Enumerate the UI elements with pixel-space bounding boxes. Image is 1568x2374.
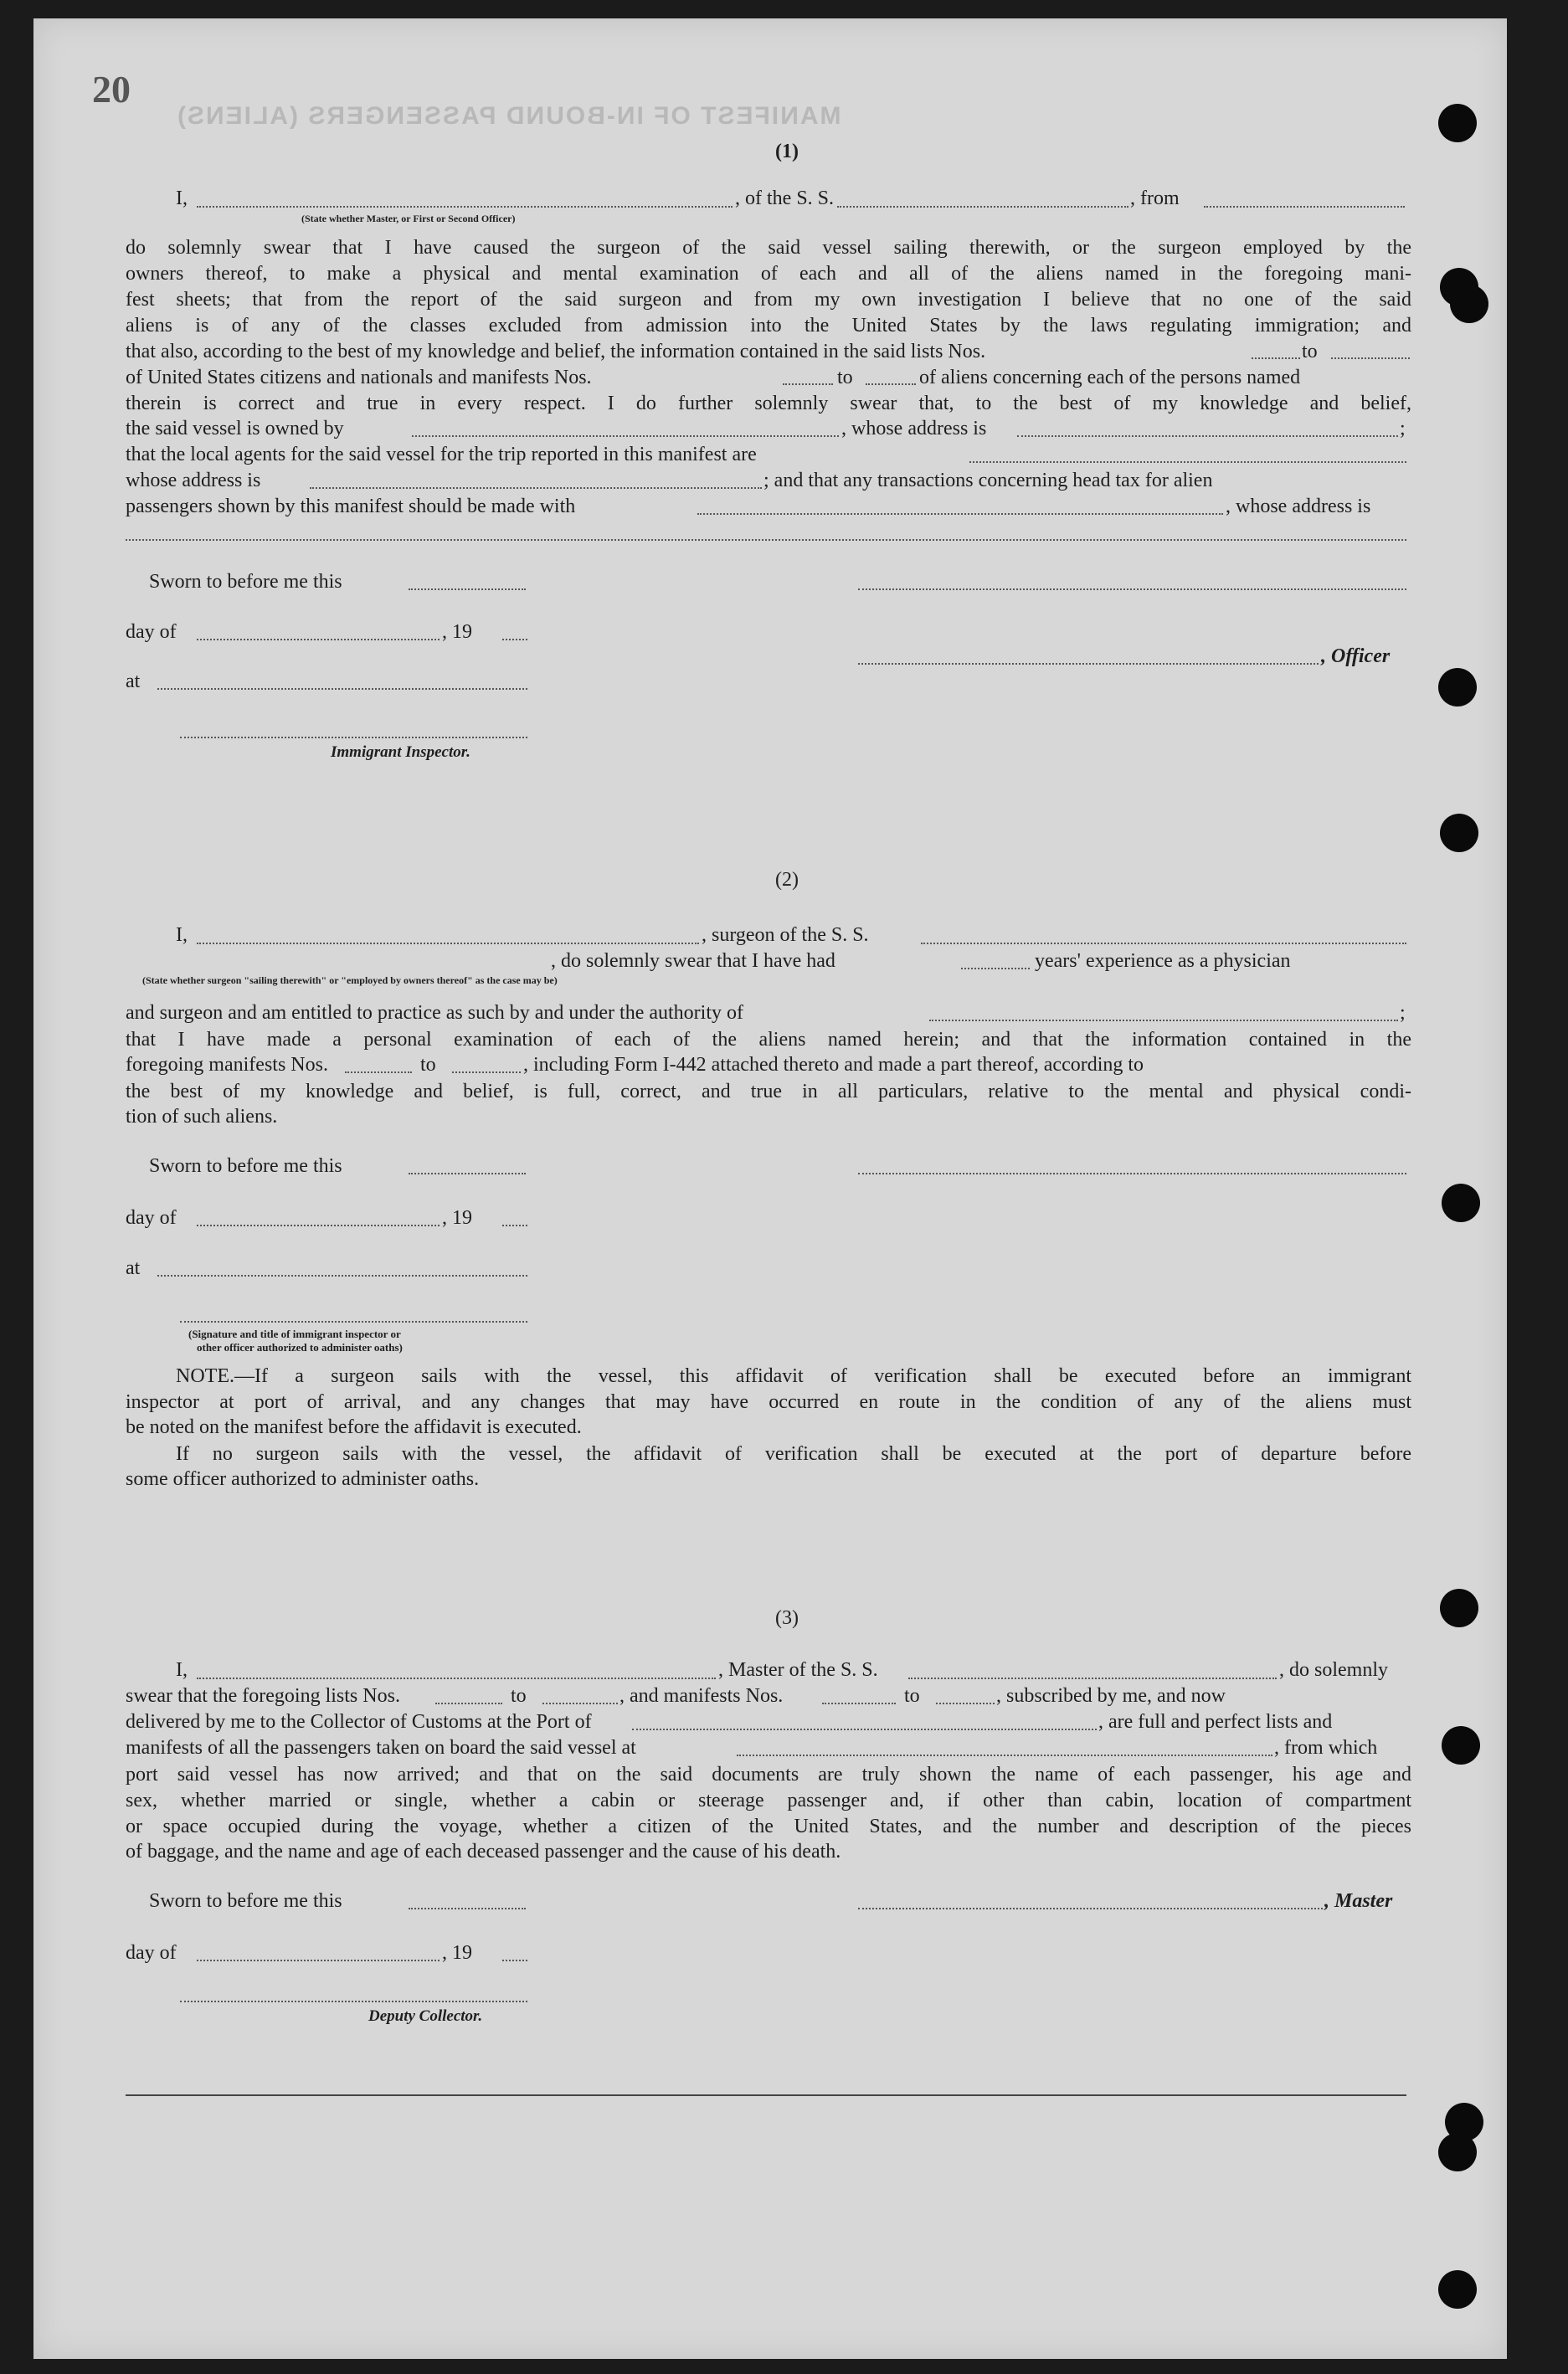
head-tax-blank[interactable] [697, 513, 1223, 515]
manifests-from-blank[interactable] [783, 383, 833, 385]
oath-line: of aliens concerning each of the persons named [919, 367, 1301, 388]
officer-signature-line[interactable] [180, 1321, 527, 1323]
semicolon: ; [1400, 418, 1406, 439]
oath-line: do solemnly swear that I have caused the surgeon of the said vessel sailing therewith, or the surgeon employed by the [126, 237, 1411, 259]
surgeon-of-ss-label: , surgeon of the S. S. [702, 924, 869, 946]
punch-hole [1438, 2133, 1477, 2171]
at-label: at [126, 1257, 141, 1279]
at-label: at [126, 671, 141, 692]
oath-line: , and manifests Nos. [619, 1685, 784, 1707]
agents-address-label: whose address is [126, 470, 261, 491]
manifests-from-blank[interactable] [822, 1703, 896, 1704]
punch-hole [1438, 2270, 1477, 2309]
day-of-label: day of [126, 621, 177, 643]
lists-from-blank[interactable] [435, 1703, 502, 1704]
to-label: to [904, 1685, 920, 1707]
signature-note: (Signature and title of immigrant inspector or [188, 1328, 401, 1340]
manifest-back-page [33, 18, 1507, 2359]
manifests-to-blank[interactable] [452, 1071, 521, 1073]
bottom-rule [126, 2094, 1406, 2096]
master-ship-blank[interactable] [908, 1678, 1277, 1679]
immigrant-inspector-label: Immigrant Inspector. [331, 743, 470, 761]
owner-blank[interactable] [412, 435, 839, 437]
embark-port-blank[interactable] [737, 1755, 1272, 1756]
owner-address-blank[interactable] [1017, 435, 1398, 437]
master-label: , Master [1324, 1890, 1393, 1912]
master-of-ss-label: , Master of the S. S. [718, 1659, 878, 1681]
owner-address-label: , whose address is [841, 418, 987, 439]
punch-hole [1442, 1726, 1480, 1765]
from-port-blank[interactable] [1204, 206, 1405, 208]
manifests-from-blank[interactable] [345, 1071, 412, 1073]
oath-line: that also, according to the best of my knowledge and belief, the information contained in the said lists Nos. [126, 341, 986, 362]
section-number: (1) [775, 141, 799, 162]
to-label: to [420, 1054, 436, 1076]
sworn-day-blank[interactable] [409, 588, 526, 590]
oath-line: , do solemnly swear that I have had [551, 950, 835, 972]
oath-line: delivered by me to the Collector of Customs at the Port of [126, 1711, 592, 1733]
solemnly-label: , do solemnly [1279, 1659, 1388, 1681]
oath-line: manifests of all the passengers taken on board the said vessel at [126, 1737, 636, 1759]
surgeon-ship-blank[interactable] [921, 943, 1406, 944]
semicolon: ; [1400, 1002, 1406, 1024]
year-blank[interactable] [502, 1225, 527, 1226]
bleed-through-heading: MANIFEST OF IN-BOUND PASSENGERS (ALIENS) [176, 102, 841, 130]
sworn-day-blank[interactable] [409, 1908, 526, 1909]
corner-mark: 20 [92, 68, 131, 110]
authority-blank[interactable] [929, 1020, 1398, 1021]
oath-line: of baggage, and the name and age of each deceased passenger and the cause of his death. [126, 1841, 841, 1863]
year-blank[interactable] [502, 639, 527, 640]
year-label: , 19 [442, 1207, 472, 1229]
day-month-blank[interactable] [197, 1960, 440, 1961]
day-month-blank[interactable] [197, 639, 440, 640]
note-line: NOTE.—If a surgeon sails with the vessel, this affidavit of verification shall be executed before an immigrant [176, 1365, 1411, 1387]
head-tax-label: passengers shown by this manifest should be made with [126, 496, 576, 517]
head-tax-label: ; and that any transactions concerning head tax for alien [763, 470, 1213, 491]
year-label: , 19 [442, 1942, 472, 1964]
oath-line: , from which [1274, 1737, 1378, 1759]
oath-line: , subscribed by me, and now [996, 1685, 1226, 1707]
ship-name-blank[interactable] [837, 206, 1128, 208]
punch-hole [1438, 668, 1477, 707]
oath-line: foregoing manifests Nos. [126, 1054, 328, 1076]
agents-blank[interactable] [969, 461, 1406, 463]
to-label: to [511, 1685, 527, 1707]
signature-note: other officer authorized to administer oaths) [197, 1341, 403, 1354]
punch-hole [1440, 814, 1478, 852]
oath-line: , are full and perfect lists and [1098, 1711, 1333, 1733]
note-line: be noted on the manifest before the affidavit is executed. [126, 1416, 582, 1438]
surgeon-note: (State whether surgeon "sailing therewith" or "employed by owners thereof" as the case may be) [142, 974, 558, 986]
day-of-label: day of [126, 1207, 177, 1229]
lists-to-blank[interactable] [1331, 357, 1410, 359]
surgeon-name-blank[interactable] [197, 943, 699, 944]
at-place-blank[interactable] [157, 688, 527, 690]
collector-signature-line[interactable] [180, 2001, 527, 2002]
surgeon-signature-line[interactable] [858, 1173, 1406, 1174]
oath-line: years' experience as a physician [1035, 950, 1291, 972]
years-experience-blank[interactable] [961, 968, 1030, 969]
master-signature-line[interactable] [858, 1908, 1323, 1909]
punch-hole [1442, 1184, 1480, 1222]
sworn-label: Sworn to before me this [149, 1890, 342, 1912]
lists-to-blank[interactable] [542, 1703, 618, 1704]
year-label: , 19 [442, 621, 472, 643]
officer-name-blank[interactable] [197, 206, 733, 208]
oath-line: that I have made a personal examination of each of the aliens named herein; and that the information contained in the [126, 1029, 1411, 1051]
oath-i: I, [176, 188, 188, 209]
oath-line: aliens is of any of the classes excluded from admission into the United States by the laws regulating immigration; and [126, 315, 1411, 337]
to-label: to [1302, 341, 1318, 362]
oath-line: of United States citizens and nationals and manifests Nos. [126, 367, 592, 388]
note-line: some officer authorized to administer oaths. [126, 1468, 480, 1490]
sworn-label: Sworn to before me this [149, 571, 342, 593]
oath-line: fest sheets; that from the report of the said surgeon and from my own investigation I believe that no one of the said [126, 289, 1411, 311]
day-month-blank[interactable] [197, 1225, 440, 1226]
oath-i: I, [176, 1659, 188, 1681]
to-label: to [837, 367, 853, 388]
from-label: , from [1130, 188, 1180, 209]
agents-label: that the local agents for the said vessel for the trip reported in this manifest are [126, 444, 757, 465]
deputy-collector-label: Deputy Collector. [368, 2007, 483, 2025]
lists-from-blank[interactable] [1252, 357, 1300, 359]
authority-label: and surgeon and am entitled to practice as such by and under the authority of [126, 1002, 743, 1024]
agents-address-blank[interactable] [310, 487, 762, 489]
oath-line: sex, whether married or single, whether a cabin or steerage passenger and, if other than cabin, location of compartment [126, 1790, 1411, 1811]
punch-hole [1438, 104, 1477, 142]
section-number: (3) [775, 1607, 799, 1629]
oath-line: tion of such aliens. [126, 1106, 278, 1128]
section-number: (2) [775, 869, 799, 891]
oath-line: or space occupied during the voyage, whether a citizen of the United States, and the number and description of the pieces [126, 1816, 1411, 1837]
manifests-to-blank[interactable] [866, 383, 916, 385]
inspector-signature-line[interactable] [180, 737, 527, 738]
owner-label: the said vessel is owned by [126, 418, 344, 439]
oath-line: therein is correct and true in every respect. I do further solemnly swear that, to the best of my knowledge and belief, [126, 393, 1411, 414]
head-tax-address-label: , whose address is [1226, 496, 1371, 517]
master-name-blank[interactable] [197, 1678, 716, 1679]
note-line: inspector at port of arrival, and any changes that may have occurred en route in the condition of any of the aliens must [126, 1391, 1411, 1413]
year-blank[interactable] [502, 1960, 527, 1961]
oath-line: swear that the foregoing lists Nos. [126, 1685, 400, 1707]
note-line: If no surgeon sails with the vessel, the affidavit of verification shall be executed at the port of departure before [176, 1443, 1411, 1465]
oath-line: , including Form I-442 attached thereto and made a part thereof, according to [523, 1054, 1144, 1076]
punch-hole [1450, 285, 1488, 323]
sworn-label: Sworn to before me this [149, 1155, 342, 1177]
sworn-day-blank[interactable] [409, 1173, 526, 1174]
day-of-label: day of [126, 1942, 177, 1964]
punch-hole [1440, 1589, 1478, 1627]
at-place-blank[interactable] [157, 1275, 527, 1277]
officer-label: , Officer [1321, 645, 1391, 667]
officer-title-line[interactable] [858, 663, 1319, 665]
port-blank[interactable] [632, 1729, 1097, 1730]
oath-line: port said vessel has now arrived; and that on the said documents are truly shown the name of each passenger, his age and [126, 1764, 1411, 1786]
master-note: (State whether Master, or First or Second Officer) [301, 213, 516, 224]
manifests-to-blank[interactable] [936, 1703, 995, 1704]
oath-line: the best of my knowledge and belief, is full, correct, and true in all particulars, relative to the mental and physical condi- [126, 1081, 1411, 1102]
of-ss-label: , of the S. S. [735, 188, 835, 209]
officer-signature-line[interactable] [858, 588, 1406, 590]
oath-line: owners thereof, to make a physical and mental examination of each and all of the aliens named in the foregoing mani- [126, 263, 1411, 285]
oath-i: I, [176, 924, 188, 946]
address-continuation-blank[interactable] [126, 539, 1406, 541]
